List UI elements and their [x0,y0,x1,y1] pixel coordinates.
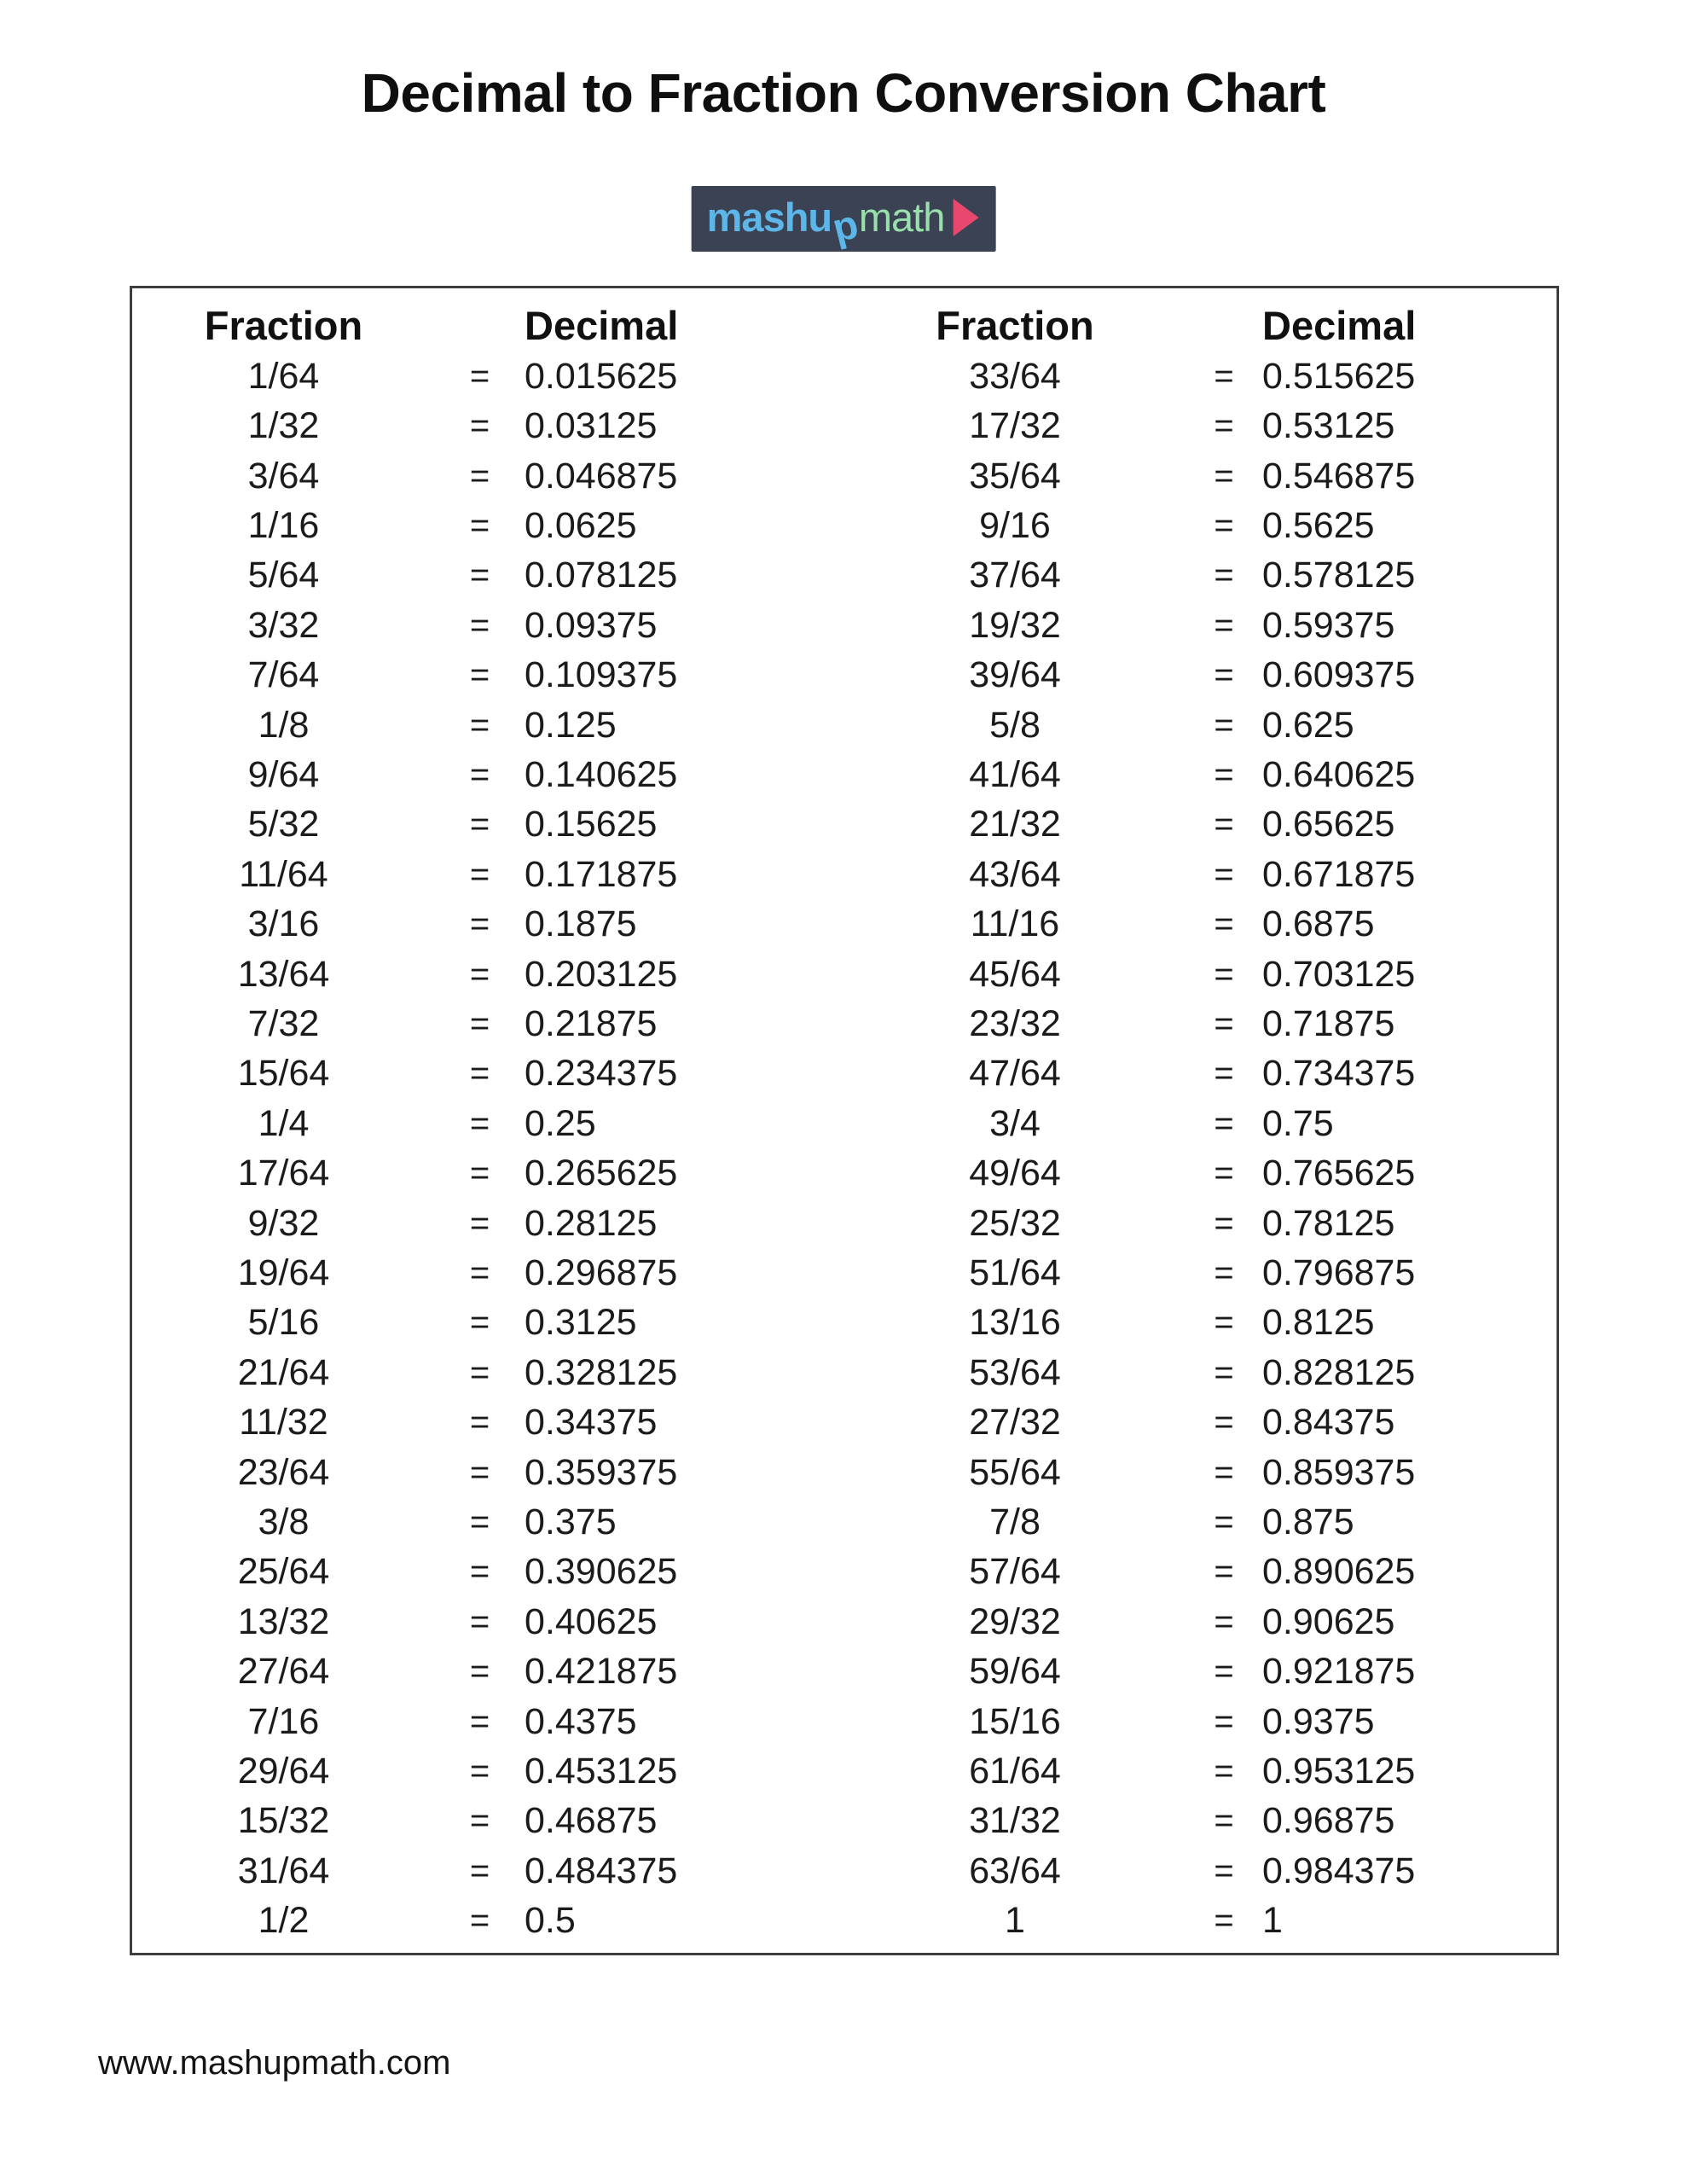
table-row [132,800,844,850]
table-row [844,501,1557,550]
fraction-value: 19/32 [969,604,1061,646]
fraction-value: 5/32 [247,804,320,845]
decimal-value: 0.28125 [525,1202,658,1244]
table-row [132,1497,844,1547]
equals-sign: = [469,1702,490,1740]
fraction-value: 31/64 [237,1850,330,1891]
table-row [844,1248,1557,1298]
decimal-value: 0.953125 [1262,1751,1416,1792]
fraction-value: 61/64 [969,1751,1061,1792]
decimal-value: 0.765625 [1262,1153,1416,1194]
fraction-value: 35/64 [969,455,1061,497]
fraction-value: 29/64 [237,1751,330,1792]
table-row [844,1398,1557,1448]
equals-sign: = [1214,556,1234,595]
table-row [132,650,844,700]
table-header-row [132,299,844,351]
decimal-value: 0.078125 [525,555,678,596]
table-row [132,1099,844,1148]
decimal-value: 0.359375 [525,1451,678,1493]
equals-sign: = [469,1104,490,1142]
table-row [844,1199,1557,1248]
table-row [844,1647,1557,1697]
decimal-value: 0.546875 [1262,455,1416,497]
fraction-value: 17/32 [969,405,1061,447]
fraction-value: 55/64 [969,1451,1061,1493]
table-row [844,1149,1557,1199]
decimal-value: 0.40625 [525,1600,658,1642]
decimal-value: 0.203125 [525,953,678,995]
table-row [844,1746,1557,1796]
fraction-value: 7/16 [247,1700,320,1742]
fraction-column-header: Fraction [936,302,1094,348]
decimal-column-header: Decimal [525,302,679,348]
fraction-value: 59/64 [969,1651,1061,1693]
decimal-value: 0.90625 [1262,1600,1395,1642]
equals-sign: = [1214,1503,1234,1542]
fraction-value: 3/4 [989,1102,1041,1144]
equals-sign: = [469,656,490,694]
decimal-value: 0.671875 [1262,853,1416,895]
decimal-value: 0.65625 [1262,804,1395,845]
decimal-value: 0.5 [525,1900,576,1942]
equals-sign: = [1214,1154,1234,1193]
equals-sign: = [469,1254,490,1292]
fraction-value: 1 [1005,1900,1025,1942]
page-title: Decimal to Fraction Conversion Chart [361,62,1326,124]
equals-sign: = [469,1154,490,1193]
fraction-value: 9/64 [247,753,320,795]
decimal-value: 0.625 [1262,704,1354,746]
fraction-value: 15/32 [237,1800,330,1842]
table-row [132,1398,844,1448]
fraction-value: 53/64 [969,1351,1061,1393]
table-row [132,950,844,999]
equals-sign: = [1214,1602,1234,1641]
fraction-value: 3/8 [258,1502,310,1543]
fraction-value: 43/64 [969,853,1061,895]
decimal-value: 0.265625 [525,1153,678,1194]
equals-sign: = [469,1453,490,1491]
equals-sign: = [1214,905,1234,944]
equals-sign: = [469,1304,490,1342]
decimal-value: 0.296875 [525,1252,678,1294]
equals-sign: = [469,706,490,744]
decimal-value: 0.09375 [525,604,658,646]
decimal-value: 0.609375 [1262,654,1416,696]
equals-sign: = [469,357,490,395]
table-row [844,700,1557,750]
decimal-value: 0.71875 [1262,1002,1395,1044]
fraction-value: 1/64 [247,355,320,397]
decimal-value: 0.171875 [525,853,678,895]
equals-sign: = [1214,1104,1234,1142]
fraction-value: 25/32 [969,1202,1061,1244]
decimal-value: 0.75 [1262,1102,1334,1144]
table-row [844,1448,1557,1497]
table-row [132,1149,844,1199]
equals-sign: = [469,506,490,544]
equals-sign: = [469,1054,490,1093]
decimal-value: 0.4375 [525,1700,637,1742]
equals-sign: = [469,905,490,944]
table-row [132,601,844,650]
equals-sign: = [1214,456,1234,495]
fraction-value: 1/32 [247,405,320,447]
fraction-value: 9/16 [979,504,1051,546]
equals-sign: = [1214,1453,1234,1491]
fraction-value: 29/32 [969,1600,1061,1642]
equals-sign: = [1214,357,1234,395]
logo-text-mashup-p: p [827,200,862,251]
fraction-value: 13/16 [969,1302,1061,1344]
decimal-value: 0.875 [1262,1502,1354,1543]
decimal-value: 0.921875 [1262,1651,1416,1693]
table-row [844,850,1557,899]
table-row [844,950,1557,999]
fraction-value: 15/16 [969,1700,1061,1742]
decimal-value: 0.109375 [525,654,678,696]
equals-sign: = [1214,1653,1234,1691]
decimal-value: 0.984375 [1262,1850,1416,1891]
fraction-value: 45/64 [969,953,1061,995]
table-row [844,1896,1557,1946]
table-row [844,451,1557,501]
fraction-value: 31/32 [969,1800,1061,1842]
table-row [844,601,1557,650]
fraction-value: 19/64 [237,1252,330,1294]
decimal-value: 0.890625 [1262,1551,1416,1593]
decimal-value: 0.734375 [1262,1053,1416,1095]
logo [692,186,996,252]
table-row [844,650,1557,700]
table-row [132,351,844,401]
decimal-value: 0.46875 [525,1800,658,1842]
table-row [132,999,844,1048]
table-row [844,1548,1557,1597]
decimal-value: 0.84375 [1262,1402,1395,1443]
equals-sign: = [1214,1304,1234,1342]
equals-sign: = [469,556,490,595]
equals-sign: = [469,1802,490,1840]
equals-sign: = [1214,955,1234,993]
table-row [844,1298,1557,1348]
table-row [132,1746,844,1796]
table-row [132,1298,844,1348]
fraction-value: 49/64 [969,1153,1061,1194]
table-rows-left [132,351,844,1946]
table-row [132,1647,844,1697]
table-row [844,1049,1557,1099]
table-row [844,1846,1557,1896]
table-row [132,1797,844,1846]
equals-sign: = [469,1902,490,1940]
decimal-value: 1 [1262,1900,1283,1942]
table-row [844,750,1557,799]
fraction-value: 41/64 [969,753,1061,795]
equals-sign: = [1214,656,1234,694]
logo-text-math: math [858,195,945,240]
decimal-value: 0.8125 [1262,1302,1375,1344]
decimal-value: 0.015625 [525,355,678,397]
equals-sign: = [1214,1553,1234,1591]
decimal-value: 0.046875 [525,455,678,497]
fraction-value: 21/32 [969,804,1061,845]
equals-sign: = [469,606,490,644]
equals-sign: = [469,407,490,445]
equals-sign: = [1214,407,1234,445]
equals-sign: = [469,755,490,793]
table-row [132,1448,844,1497]
decimal-value: 0.421875 [525,1651,678,1693]
fraction-value: 23/64 [237,1451,330,1493]
equals-sign: = [1214,1851,1234,1890]
decimal-value: 0.25 [525,1102,596,1144]
table-row [844,899,1557,949]
equals-sign: = [1214,1004,1234,1043]
equals-sign: = [1214,1353,1234,1391]
table-row [132,1846,844,1896]
logo-text-mashup: mashu [706,195,832,240]
decimal-value: 0.3125 [525,1302,637,1344]
fraction-value: 1/4 [258,1102,310,1144]
fraction-value: 1/2 [258,1900,310,1942]
decimal-value: 0.1875 [525,903,637,945]
decimal-value: 0.828125 [1262,1351,1416,1393]
table-row [132,1248,844,1298]
decimal-value: 0.140625 [525,753,678,795]
decimal-value: 0.03125 [525,405,658,447]
decimal-value: 0.15625 [525,804,658,845]
equals-sign: = [469,855,490,893]
fraction-value: 13/32 [237,1600,330,1642]
equals-sign: = [469,955,490,993]
fraction-value: 9/32 [247,1202,320,1244]
table-row [132,501,844,550]
equals-sign: = [469,1353,490,1391]
decimal-value: 0.796875 [1262,1252,1416,1294]
fraction-value: 23/32 [969,1002,1061,1044]
fraction-value: 37/64 [969,555,1061,596]
decimal-value: 0.78125 [1262,1202,1395,1244]
equals-sign: = [1214,1054,1234,1093]
equals-sign: = [1214,1802,1234,1840]
equals-sign: = [1214,1254,1234,1292]
equals-sign: = [469,1553,490,1591]
fraction-value: 11/64 [239,853,328,895]
table-row [132,899,844,949]
equals-sign: = [1214,1752,1234,1791]
table-row [132,700,844,750]
equals-sign: = [469,1004,490,1043]
conversion-table [130,286,1559,1955]
equals-sign: = [1214,1204,1234,1242]
equals-sign: = [1214,706,1234,744]
table-row [844,1497,1557,1547]
play-arrow-icon [953,199,978,236]
table-row [844,401,1557,450]
decimal-value: 0.21875 [525,1002,658,1044]
table-row [844,1697,1557,1746]
conversion-table-left-half [132,299,844,1946]
equals-sign: = [469,1752,490,1791]
fraction-value: 27/64 [237,1651,330,1693]
fraction-column-header: Fraction [204,302,363,348]
table-row [844,1099,1557,1148]
table-header-row [844,299,1557,351]
fraction-value: 5/64 [247,555,320,596]
fraction-value: 7/32 [247,1002,320,1044]
decimal-value: 0.9375 [1262,1700,1375,1742]
decimal-value: 0.515625 [1262,355,1416,397]
equals-sign: = [469,1851,490,1890]
fraction-value: 3/64 [247,455,320,497]
table-row [132,401,844,450]
decimal-column-header: Decimal [1262,302,1417,348]
equals-sign: = [469,1503,490,1542]
decimal-value: 0.859375 [1262,1451,1416,1493]
equals-sign: = [1214,606,1234,644]
table-row [844,1348,1557,1397]
decimal-value: 0.59375 [1262,604,1395,646]
fraction-value: 47/64 [969,1053,1061,1095]
equals-sign: = [469,1403,490,1442]
decimal-value: 0.375 [525,1502,617,1543]
equals-sign: = [469,1602,490,1641]
table-row [844,351,1557,401]
table-row [132,451,844,501]
fraction-value: 63/64 [969,1850,1061,1891]
table-row [844,999,1557,1048]
table-row [132,1697,844,1746]
fraction-value: 27/32 [969,1402,1061,1443]
fraction-value: 11/32 [239,1402,328,1443]
fraction-value: 11/16 [970,903,1060,945]
table-rows-right [844,351,1557,1946]
fraction-value: 5/16 [247,1302,320,1344]
table-row [132,1199,844,1248]
fraction-value: 25/64 [237,1551,330,1593]
fraction-value: 7/8 [989,1502,1041,1543]
decimal-value: 0.0625 [525,504,637,546]
decimal-value: 0.703125 [1262,953,1416,995]
fraction-value: 21/64 [237,1351,330,1393]
fraction-value: 5/8 [989,704,1041,746]
decimal-value: 0.453125 [525,1751,678,1792]
equals-sign: = [1214,1403,1234,1442]
equals-sign: = [1214,805,1234,844]
table-row [132,1348,844,1397]
fraction-value: 39/64 [969,654,1061,696]
conversion-table-right-half [844,299,1557,1946]
decimal-value: 0.484375 [525,1850,678,1891]
table-row [132,1896,844,1946]
equals-sign: = [1214,506,1234,544]
decimal-value: 0.125 [525,704,617,746]
footer-url: www.mashupmath.com [98,2044,451,2082]
table-row [132,1548,844,1597]
fraction-value: 15/64 [237,1053,330,1095]
table-row [132,850,844,899]
fraction-value: 1/8 [258,704,310,746]
equals-sign: = [469,805,490,844]
table-row [132,750,844,799]
table-row [132,551,844,601]
decimal-value: 0.234375 [525,1053,678,1095]
fraction-value: 7/64 [247,654,320,696]
equals-sign: = [1214,1902,1234,1940]
fraction-value: 3/32 [247,604,320,646]
fraction-value: 3/16 [247,903,320,945]
table-row [844,1597,1557,1647]
decimal-value: 0.96875 [1262,1800,1395,1842]
decimal-value: 0.5625 [1262,504,1375,546]
fraction-value: 51/64 [969,1252,1061,1294]
table-row [132,1597,844,1647]
equals-sign: = [469,1653,490,1691]
decimal-value: 0.34375 [525,1402,658,1443]
fraction-value: 33/64 [969,355,1061,397]
fraction-value: 57/64 [969,1551,1061,1593]
decimal-value: 0.53125 [1262,405,1395,447]
decimal-value: 0.390625 [525,1551,678,1593]
fraction-value: 13/64 [237,953,330,995]
decimal-value: 0.6875 [1262,903,1375,945]
equals-sign: = [1214,755,1234,793]
equals-sign: = [1214,855,1234,893]
table-row [844,1797,1557,1846]
decimal-value: 0.640625 [1262,753,1416,795]
fraction-value: 17/64 [237,1153,330,1194]
decimal-value: 0.578125 [1262,555,1416,596]
fraction-value: 1/16 [247,504,320,546]
equals-sign: = [469,456,490,495]
equals-sign: = [1214,1702,1234,1740]
table-row [132,1049,844,1099]
equals-sign: = [469,1204,490,1242]
table-row [844,800,1557,850]
table-row [844,551,1557,601]
decimal-value: 0.328125 [525,1351,678,1393]
